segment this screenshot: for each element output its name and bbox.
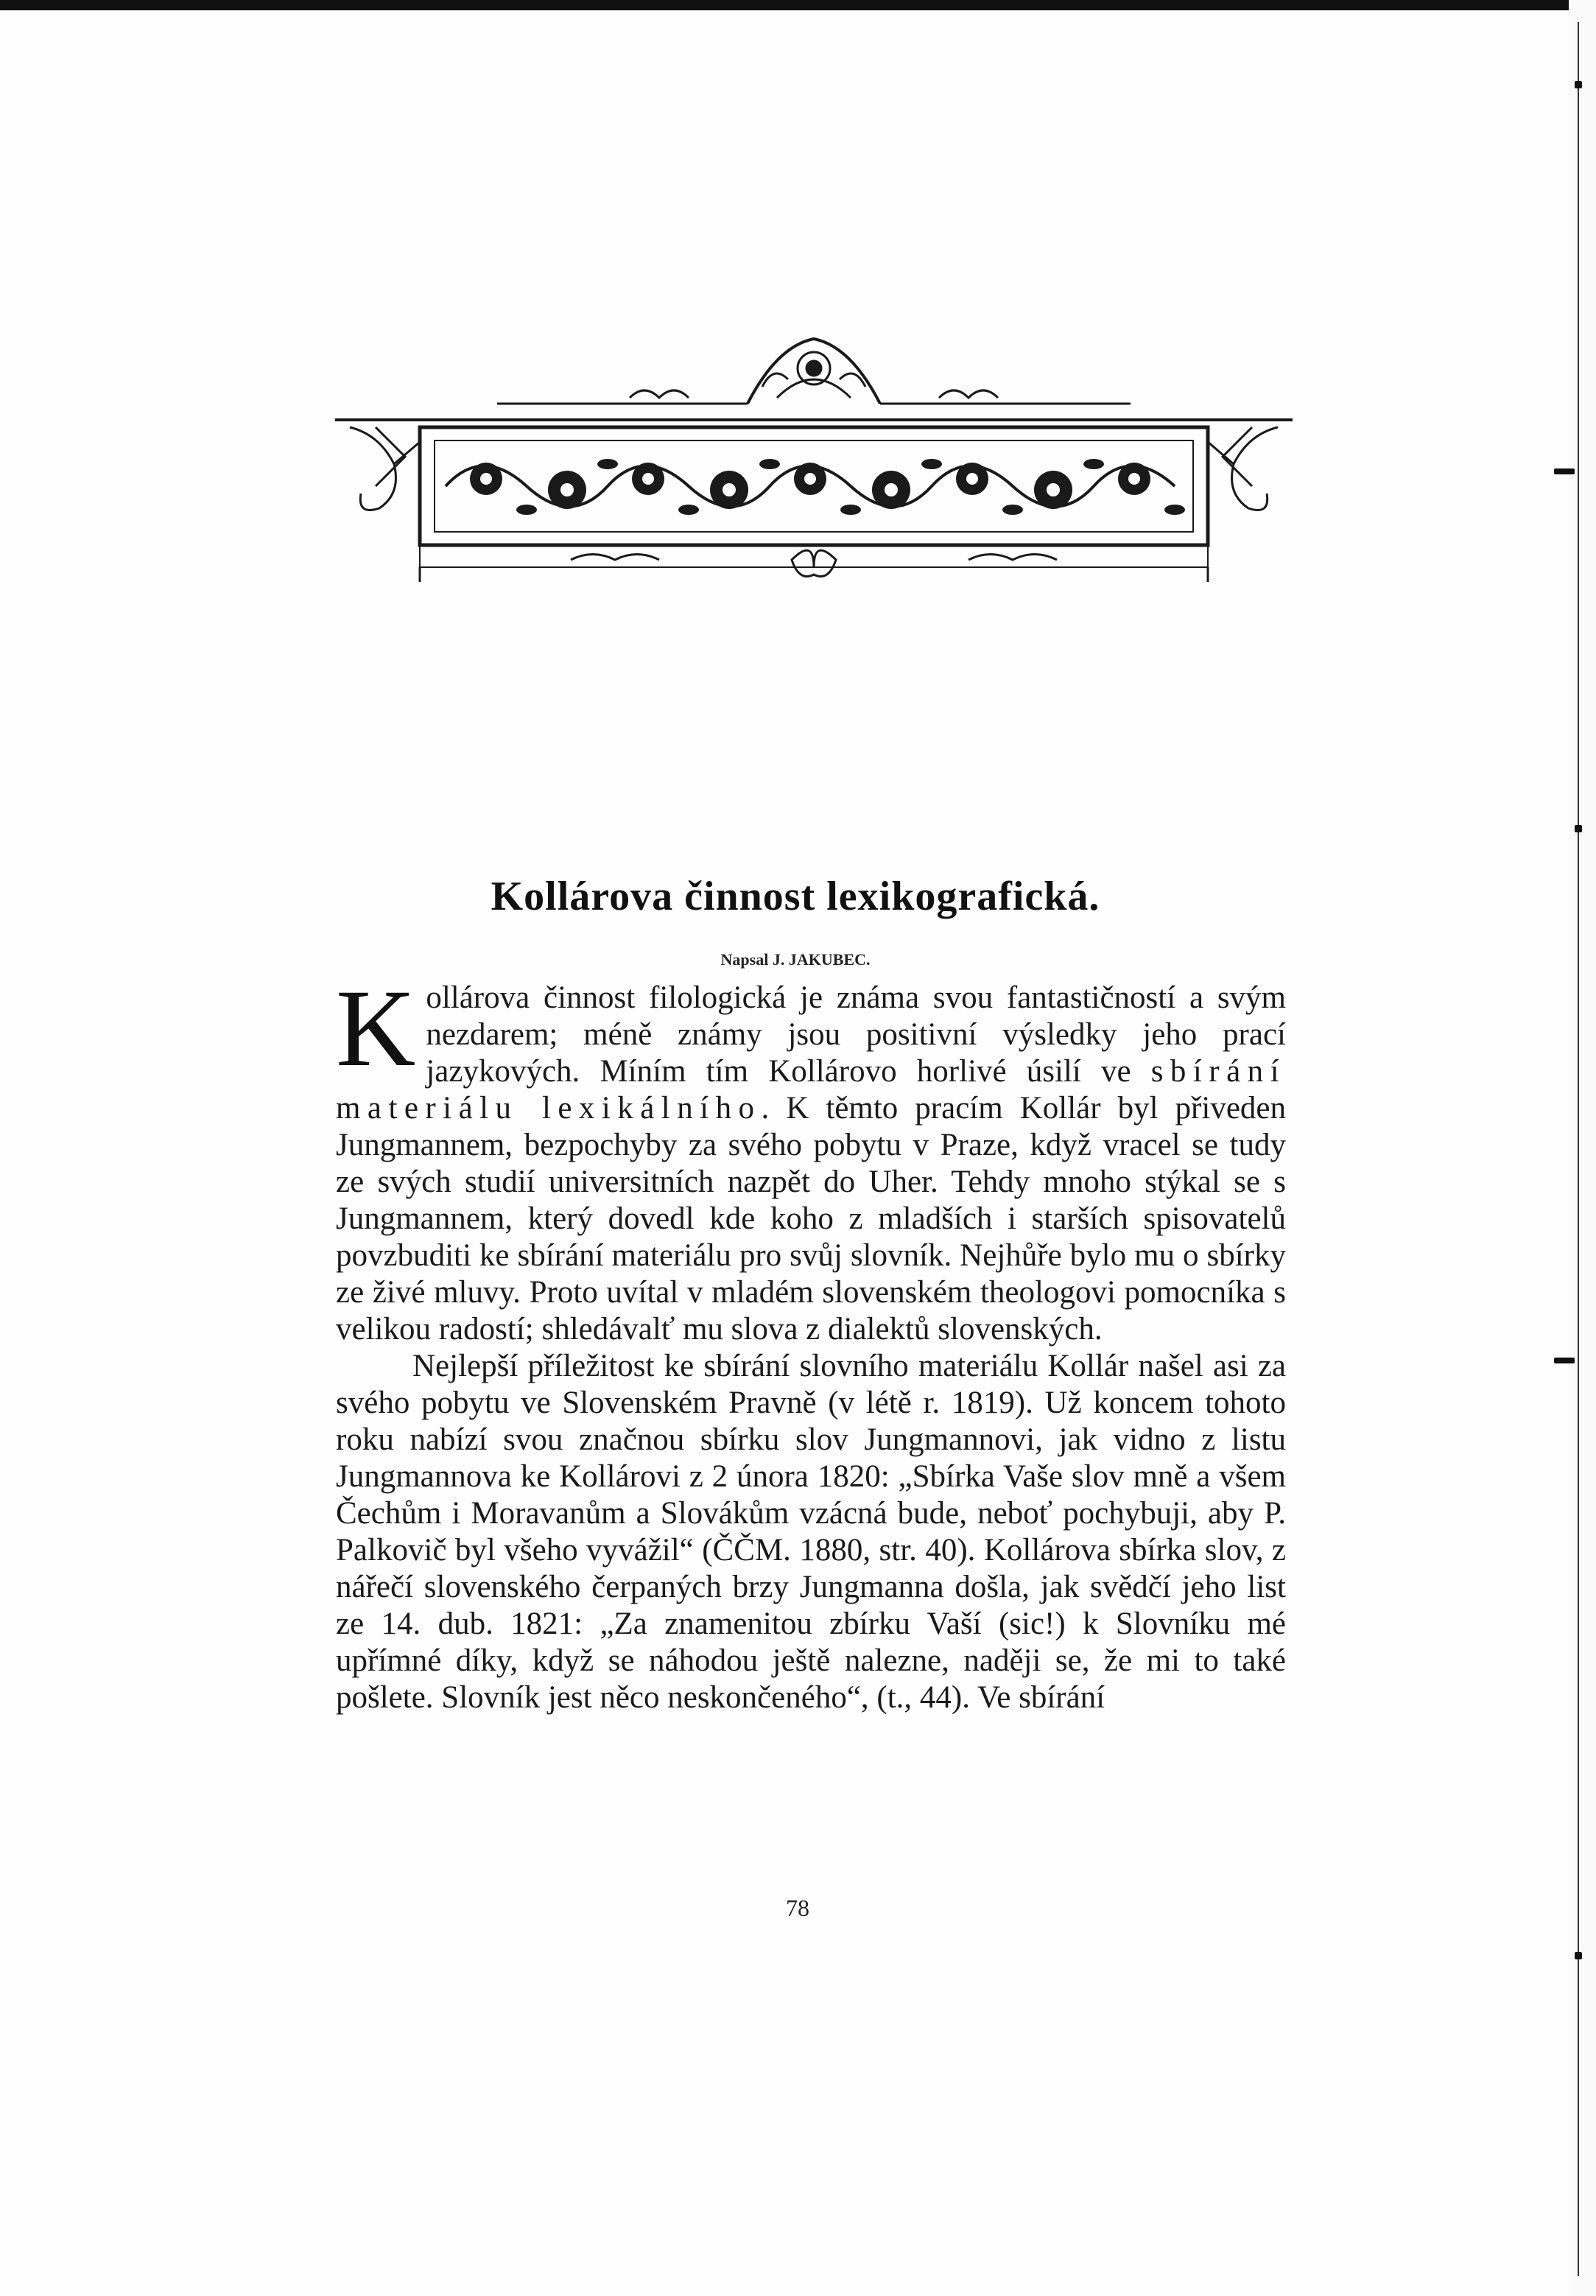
article-body: [336, 967, 1286, 1716]
edge-mark: [1554, 1358, 1575, 1363]
article-byline: Napsal J. JAKUBEC.: [720, 950, 871, 969]
scan-border-top: [0, 0, 1596, 10]
edge-mark: [1575, 825, 1582, 832]
paragraph-1-text-b: . K těmto pracím Kollár byl přiveden Jungmannem, bezpochyby za svého pobytu v Praze, když vracel se tudy ze svých studií universitních nazpět do Uher. Tehdy mnoho stýkal se s Jungmannem, který dovedl kde koho z mladších i starších spisovatelů povzbuditi ke sbírání materiálu pro svůj slovník. Nejhůře bylo mu o sbírky ze živé mluvy. Proto uvítal v mladém slovenském theologovi pomocníka s velikou radostí; shledávalť mu slova z dialektů slovenských.: [336, 1091, 1286, 1347]
paragraph-1-text-a: ollárova činnost filologická je známa svou fantastičností a svým nezdarem; méně známy jsou positivní výsledky jeho prací jazykových. Míním tím Kollárovo horlivé úsilí ve: [426, 980, 1286, 1089]
edge-mark: [1554, 468, 1575, 474]
paragraph-1: [336, 967, 1286, 1348]
edge-mark: [1575, 1952, 1582, 1959]
paragraph-2: Nejlepší příležitost ke sbírání slovního materiálu Kollár našel asi za svého pobytu ve Slovenském Pravně (v létě r. 1819). Už koncem tohoto roku nabízí svou značnou sbírku slov Jungmannovi, jak vidno z listu Jungmannova ke Kollárovi z 2 února 1820: „Sbírka Vaše slov mně a všem Čechům i Moravanům a Slovákům vzácná bude, neboť pochybuji, aby P. Palkovič byl všeho vyvážil“ (ČČM. 1880, str. 40). Kollárova sbírka slov, z nářečí slovenského čerpaných brzy Jungmanna došla, jak svědčí jeho list ze 14. dub. 1821: „Za znamenitou zbírku Vaší (sic!) k Slovníku mé upřímné díky, když se náhodou ještě nalezne, naději se, že mi to také pošlete. Slovník jest něco neskončeného“, (t., 44). Ve sbírání: [336, 1349, 1286, 1715]
page-number: 78: [786, 1895, 809, 1921]
article-title: Kollárova činnost lexikografická.: [491, 874, 1100, 919]
page-edge-line: [1578, 22, 1579, 2276]
scan-border-right: [1569, 0, 1596, 2296]
drop-cap: K: [336, 967, 416, 1089]
edge-mark: [1575, 81, 1582, 88]
paragraph-1-spaced-emphasis: sbírání materiálu lexikálního: [336, 1054, 1286, 1126]
floral-headpiece-ornament: [335, 317, 1293, 597]
rosette: [470, 463, 502, 495]
